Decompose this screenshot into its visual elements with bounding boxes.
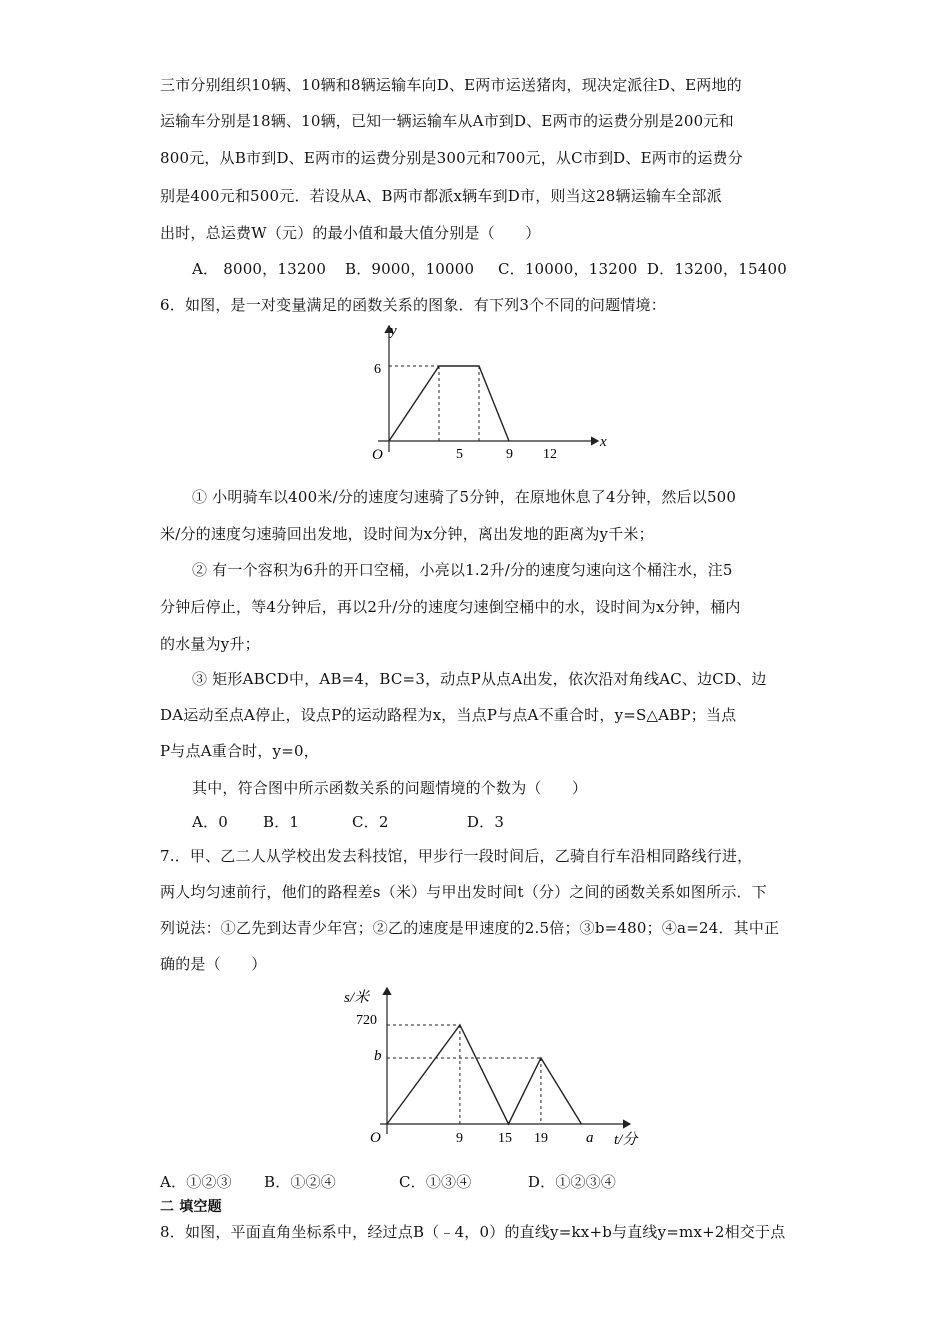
q6-item-1b: 米/分的速度匀速骑回出发地，设时间为x分钟，离出发地的距离为y千米；	[160, 525, 654, 543]
q5-line-4: 别是400元和500元．若设从A、B两市都派x辆车到D市，则当这28辆运输车全部派	[160, 187, 722, 205]
q6-x-label: x	[600, 434, 607, 450]
q6-item-1a: ① 小明骑车以400米/分的速度匀速骑了5分钟，在原地休息了4分钟，然后以500	[192, 488, 737, 506]
q6-series-line	[389, 366, 509, 441]
q6-options	[192, 811, 832, 833]
q7-line-4: 确的是（ ）	[160, 955, 267, 973]
q6-question: 其中，符合图中所示函数关系的问题情境的个数为（ ）	[192, 779, 588, 797]
q6-item-2b: 分钟后停止，等4分钟后，再以2升/分的速度匀速倒空桶中的水，设时间为x分钟，桶内	[160, 598, 741, 616]
q7-line-2: 两人均匀速前行，他们的路程差s（米）与甲出发时间t（分）之间的函数关系如图所示．下	[160, 883, 767, 901]
q7-x-tick-a: a	[586, 1130, 594, 1146]
q7-option-a: A．①②③	[160, 1173, 232, 1191]
q5-option-d: D．13200，15400	[646, 260, 787, 278]
q5-line-5: 出时，总运费W（元）的最小值和最大值分别是（ ）	[160, 224, 541, 242]
q7-line-3: 列说法：①乙先到达青少年宫；②乙的速度是甲速度的2.5倍；③b=480；④a=24．其中正	[160, 919, 780, 937]
q7-series-line	[387, 1025, 581, 1124]
q7-y-label: s/米	[344, 990, 370, 1006]
q6-y-label: y	[390, 323, 397, 339]
q7-option-c: C．①③④	[398, 1173, 472, 1191]
q7-y-tick-720: 720	[356, 1013, 377, 1028]
q6-x-tick-5: 5	[456, 447, 463, 462]
q7-x-label: t/分	[614, 1132, 638, 1148]
q6-option-c: C．2	[351, 813, 389, 831]
q6-item-3c: P与点A重合时，y=0，	[160, 742, 319, 760]
q6-x-tick-9: 9	[506, 447, 513, 462]
q6-y-tick-6: 6	[374, 362, 381, 377]
q6-item-2a: ② 有一个容积为6升的开口空桶，小亮以1.2升/分的速度匀速向这个桶注水，注5	[192, 561, 733, 579]
q6-option-d: D．3	[466, 813, 505, 831]
q6-item-2c: 的水量为y升；	[160, 635, 260, 653]
q6-graph	[360, 318, 620, 464]
q5-options	[192, 258, 832, 280]
q5-option-b: B．9000，10000	[344, 260, 475, 278]
q5-option-a: A． 8000，13200	[192, 260, 327, 278]
q7-x-tick-9: 9	[456, 1131, 463, 1146]
q7-x-tick-15: 15	[498, 1131, 512, 1146]
q6-item-3b: DA运动至点A停止，设点P的运动路程为x，当点P与点A不重合时，y=S△ABP；当点	[160, 706, 737, 724]
q6-item-3a: ③ 矩形ABCD中，AB=4，BC=3，动点P从点A出发，依次沿对角线AC、边CD、边	[192, 670, 767, 688]
section-heading: 二 填空题	[160, 1199, 222, 1215]
q7-y-tick-b: b	[374, 1048, 382, 1064]
q7-x-tick-19: 19	[534, 1131, 548, 1146]
q7-option-b: B．①②④	[263, 1173, 336, 1191]
q6-origin-label: O	[372, 447, 383, 463]
q7-origin-label: O	[370, 1130, 381, 1146]
q6-option-b: B．1	[262, 813, 300, 831]
q7-option-d: D．①②③④	[527, 1173, 617, 1191]
q6-stem: 6．如图，是一对变量满足的函数关系的图象．有下列3个不同的问题情境：	[160, 296, 666, 314]
q5-line-3: 800元，从B市到D、E两市的运费分别是300元和700元，从C市到D、E两市的运费分	[160, 149, 743, 167]
q5-line-2: 运输车分别是18辆、10辆，已知一辆运输车从A市到D、E两市的运费分别是200元和	[160, 112, 734, 130]
q7-graph	[340, 982, 650, 1152]
q5-option-c: C．10000，13200	[497, 260, 638, 278]
q7-line-1: 7.．甲、乙二人从学校出发去科技馆，甲步行一段时间后，乙骑自行车沿相同路线行进，	[160, 847, 753, 865]
q5-line-1: 三市分别组织10辆、10辆和8辆运输车向D、E两市运送猪肉，现决定派往D、E两地的	[160, 76, 742, 94]
q6-option-a: A．0	[192, 813, 228, 831]
q8-line-1: 8．如图，平面直角坐标系中，经过点B（﹣4，0）的直线y=kx+b与直线y=mx+2相交于点	[160, 1223, 786, 1241]
q6-x-tick-12: 12	[543, 447, 557, 462]
q7-options	[160, 1171, 800, 1193]
